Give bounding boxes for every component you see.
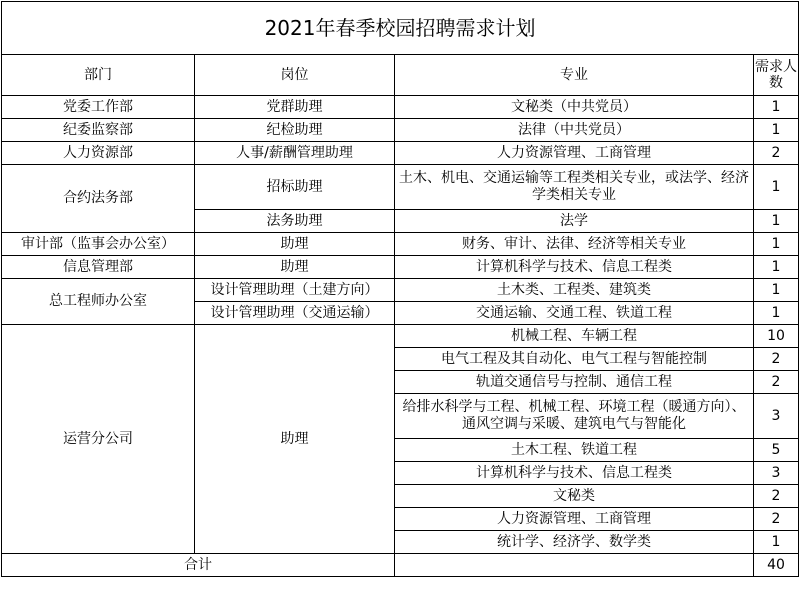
count-cell: 2	[754, 142, 799, 165]
major-cell: 文秘类	[395, 485, 754, 508]
major-cell: 土木、机电、交通运输等工程类相关专业，或法学、经济学类相关专业	[395, 165, 754, 210]
major-cell: 交通运输、交通工程、铁道工程	[395, 302, 754, 325]
major-cell: 土木类、工程类、建筑类	[395, 279, 754, 302]
count-cell: 1	[754, 119, 799, 142]
table-row	[2, 165, 799, 210]
major-cell: 计算机科学与技术、信息工程类	[395, 256, 754, 279]
position-cell: 人事/薪酬管理助理	[195, 142, 395, 165]
count-cell: 1	[754, 279, 799, 302]
department-cell: 总工程师办公室	[2, 279, 195, 325]
count-cell: 2	[754, 508, 799, 531]
header-major: 专业	[395, 55, 754, 96]
table-row	[2, 279, 799, 302]
table-title: 2021年春季校园招聘需求计划	[2, 2, 799, 55]
total-label: 合计	[2, 554, 395, 577]
major-cell: 人力资源管理、工商管理	[395, 142, 754, 165]
count-cell: 1	[754, 302, 799, 325]
major-cell: 计算机科学与技术、信息工程类	[395, 462, 754, 485]
table-row	[2, 325, 799, 348]
count-cell: 10	[754, 325, 799, 348]
major-cell: 土木工程、铁道工程	[395, 439, 754, 462]
department-cell: 信息管理部	[2, 256, 195, 279]
department-cell: 审计部（监事会办公室）	[2, 233, 195, 256]
position-cell: 助理	[195, 325, 395, 554]
header-position: 岗位	[195, 55, 395, 96]
table-row	[2, 96, 799, 119]
count-cell: 1	[754, 96, 799, 119]
table-row	[2, 142, 799, 165]
major-cell: 电气工程及其自动化、电气工程与智能控制	[395, 348, 754, 371]
position-cell: 设计管理助理（交通运输）	[195, 302, 395, 325]
count-cell: 3	[754, 462, 799, 485]
count-cell: 2	[754, 348, 799, 371]
major-cell: 法律（中共党员）	[395, 119, 754, 142]
position-cell: 法务助理	[195, 210, 395, 233]
count-cell: 1	[754, 256, 799, 279]
department-cell: 运营分公司	[2, 325, 195, 554]
department-cell: 人力资源部	[2, 142, 195, 165]
total-row	[2, 554, 799, 577]
table-row	[2, 256, 799, 279]
total-empty-cell	[395, 554, 754, 577]
count-cell: 1	[754, 531, 799, 554]
count-cell: 1	[754, 165, 799, 210]
major-cell: 轨道交通信号与控制、通信工程	[395, 371, 754, 394]
major-cell: 财务、审计、法律、经济等相关专业	[395, 233, 754, 256]
count-cell: 2	[754, 485, 799, 508]
table-row	[2, 233, 799, 256]
major-cell: 文秘类（中共党员）	[395, 96, 754, 119]
count-cell: 3	[754, 394, 799, 439]
header-count: 需求人数	[754, 55, 799, 96]
position-cell: 设计管理助理（土建方向）	[195, 279, 395, 302]
major-cell: 给排水科学与工程、机械工程、环境工程（暖通方向）、通风空调与采暖、建筑电气与智能化	[395, 394, 754, 439]
count-cell: 5	[754, 439, 799, 462]
header-department: 部门	[2, 55, 195, 96]
position-cell: 党群助理	[195, 96, 395, 119]
table-row	[2, 119, 799, 142]
recruitment-plan-table	[1, 1, 799, 577]
department-cell: 合约法务部	[2, 165, 195, 233]
department-cell: 纪委监察部	[2, 119, 195, 142]
position-cell: 纪检助理	[195, 119, 395, 142]
count-cell: 1	[754, 233, 799, 256]
count-cell: 2	[754, 371, 799, 394]
major-cell: 法学	[395, 210, 754, 233]
recruitment-plan-document	[1, 1, 798, 577]
major-cell: 人力资源管理、工商管理	[395, 508, 754, 531]
total-count: 40	[754, 554, 799, 577]
department-cell: 党委工作部	[2, 96, 195, 119]
count-cell: 1	[754, 210, 799, 233]
major-cell: 机械工程、车辆工程	[395, 325, 754, 348]
major-cell: 统计学、经济学、数学类	[395, 531, 754, 554]
position-cell: 助理	[195, 233, 395, 256]
position-cell: 助理	[195, 256, 395, 279]
position-cell: 招标助理	[195, 165, 395, 210]
